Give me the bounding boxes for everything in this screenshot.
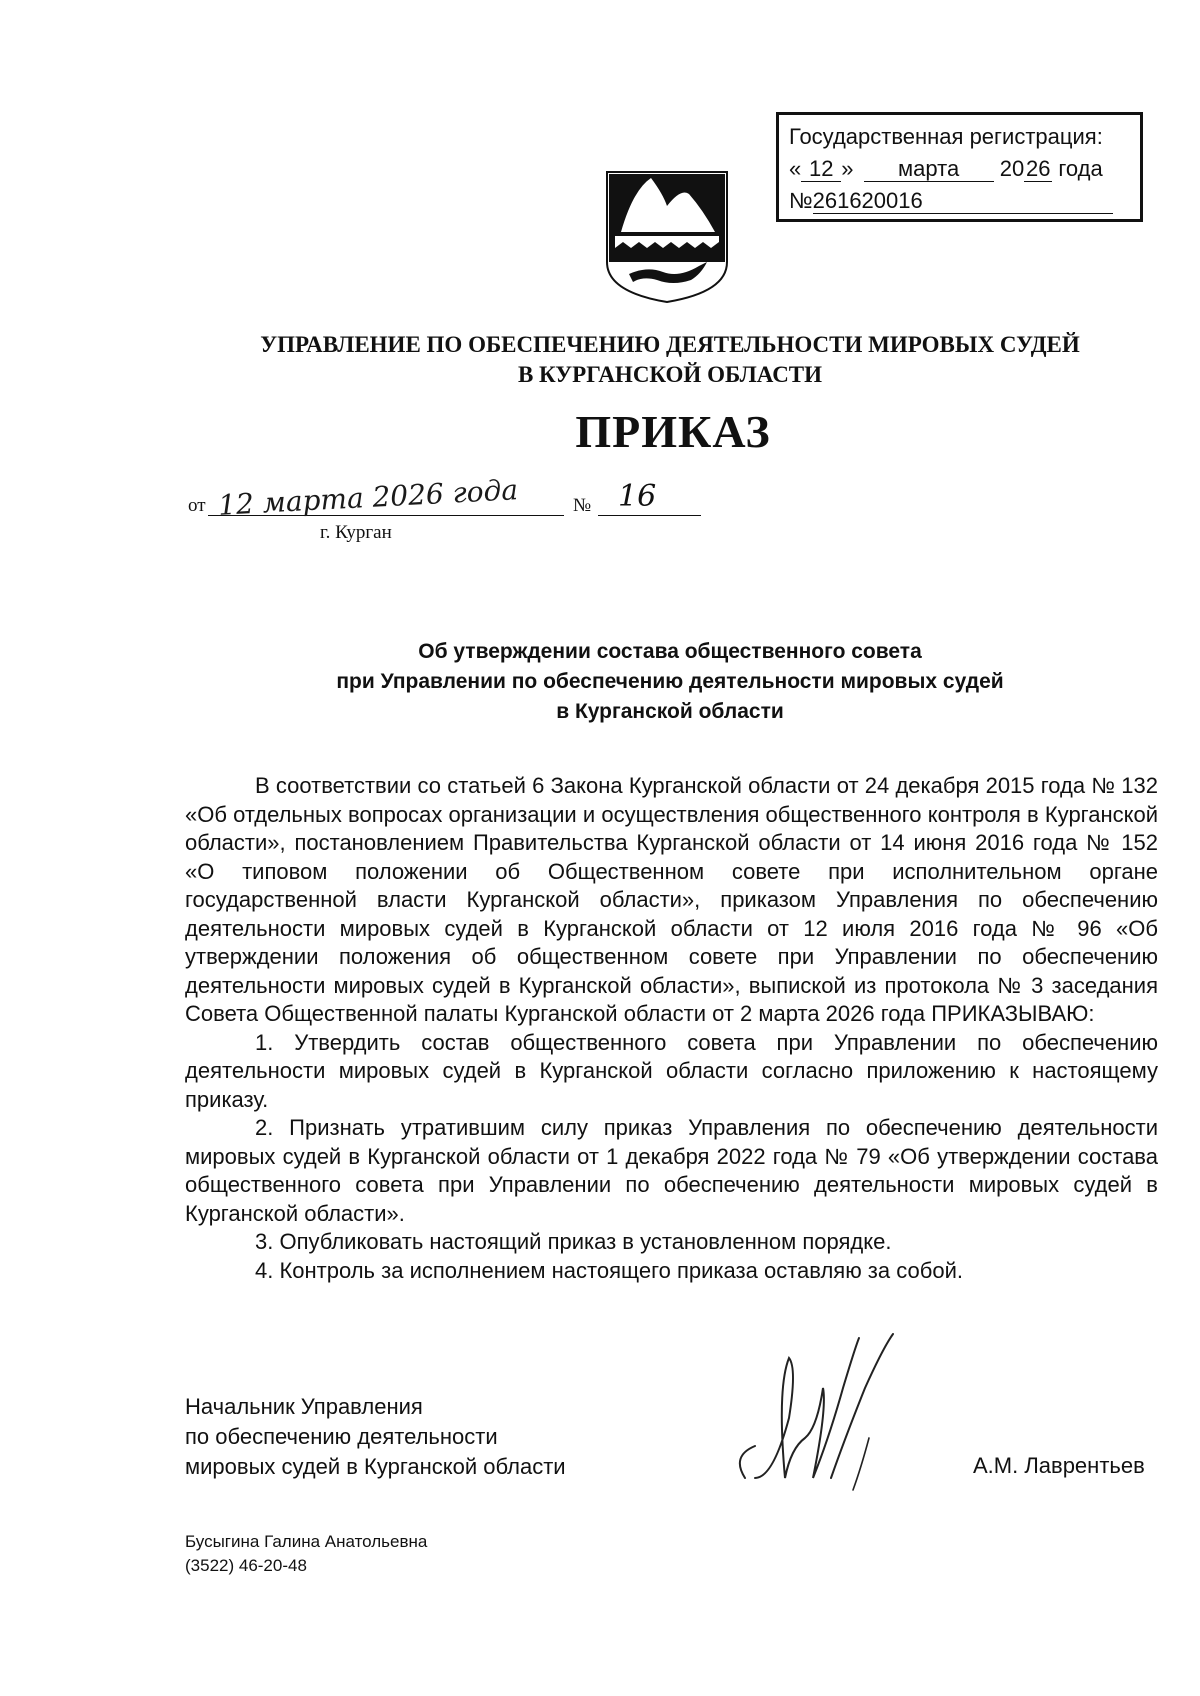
order-number-handwritten: 16 — [618, 479, 657, 514]
registration-year-prefix: 20 — [999, 156, 1025, 181]
signer-name: А.М. Лаврентьев — [973, 1453, 1145, 1478]
order-title — [0, 637, 1200, 727]
registration-date: « 12 » марта 2026 года — [789, 156, 1103, 181]
order-title-line-3: в Курганской области — [556, 700, 784, 723]
signer-position-line-1: Начальник Управления — [185, 1394, 423, 1419]
item-4-paragraph: 4. Контроль за исполнением настоящего приказа оставляю за собой. — [255, 1257, 963, 1283]
registration-stamp — [776, 112, 1143, 222]
document-type-title: ПРИКАЗ — [575, 406, 771, 457]
handwritten-signature — [733, 1328, 943, 1498]
from-label: от — [188, 495, 206, 516]
organization-header — [0, 330, 1200, 390]
signer-position-line-2: по обеспечению деятельности — [185, 1424, 498, 1449]
registration-year-suffix: 26 — [1025, 156, 1051, 181]
registration-number-line — [789, 185, 1130, 217]
registration-title: Государственная регистрация: — [789, 124, 1103, 149]
coat-of-arms-emblem — [603, 170, 731, 304]
registration-day: 12 — [801, 157, 841, 182]
item-3-paragraph: 3. Опубликовать настоящий приказ в установленном порядке. — [255, 1229, 892, 1254]
city: г. Курган — [320, 522, 392, 543]
organization-line-1: УПРАВЛЕНИЕ ПО ОБЕСПЕЧЕНИЮ ДЕЯТЕЛЬНОСТИ МИРОВЫХ СУДЕЙ — [260, 332, 1080, 357]
number-underline — [598, 515, 701, 516]
preamble-paragraph: В соответствии со статьей 6 Закона Курганской области от 24 декабря 2015 года № 132 «Об отдельных вопросах организации и осуществления общественного контроля в Курганской области», постановлением Правительства Курганской области от 14 июня 2016 года № 152 «О типовом положении об Общественном совете при исполнительном органе государственной власти Курганской области», приказом Управления по обеспечению деятельности мировых судей в Курганской области от 12 июля 2016 года № 96 «Об утверждении положения об общественном совете при Управлении по обеспечению деятельности мировых судей в Курганской области», выпиской из протокола № 3 заседания Совета Общественной палаты Курганской области от 2 марта 2026 года ПРИКАЗЫВАЮ: — [185, 773, 1158, 1026]
executor-phone: (3522) 46-20-48 — [185, 1556, 307, 1575]
executor-contact — [185, 1530, 427, 1578]
order-title-line-1: Об утверждении состава общественного совета — [418, 640, 922, 663]
registration-year-word: года — [1058, 156, 1103, 181]
registration-month: марта — [864, 157, 994, 182]
registration-number-label: № — [789, 188, 813, 213]
organization-line-2: В КУРГАНСКОЙ ОБЛАСТИ — [517, 362, 823, 387]
order-date-handwritten: 12 марта 2026 года — [217, 473, 519, 522]
signer-position-line-3: мировых судей в Курганской области — [185, 1454, 566, 1479]
number-label: № — [573, 495, 592, 516]
order-body — [185, 772, 1158, 1285]
registration-number: 261620016 — [813, 189, 1113, 214]
executor-name: Бусыгина Галина Анатольевна — [185, 1532, 428, 1551]
item-2-paragraph: 2. Признать утратившим силу приказ Управления по обеспечению деятельности мировых судей в Курганской области от 1 декабря 2022 года № 79 «Об утверждении состава общественного совета при Управлении по обеспечению деятельности мировых судей в Курганской области». — [185, 1115, 1158, 1226]
order-title-line-2: при Управлении по обеспечению деятельности мировых судей — [336, 670, 1004, 693]
signer-position — [185, 1392, 566, 1482]
item-1-paragraph: 1. Утвердить состав общественного совета при Управлении по обеспечению деятельности мировых судей в Курганской области согласно приложению к настоящему приказу. — [185, 1029, 1158, 1112]
